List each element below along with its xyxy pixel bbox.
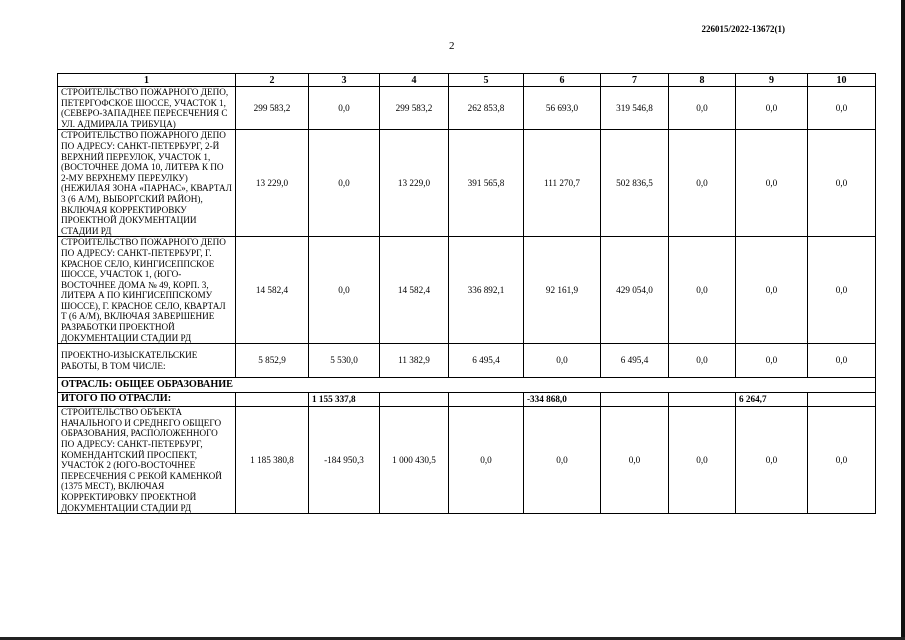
column-header: 3 bbox=[309, 74, 380, 87]
table-cell bbox=[236, 393, 309, 407]
column-header: 4 bbox=[380, 74, 449, 87]
table-cell: 502 836,5 bbox=[601, 130, 669, 237]
document-id: 226015/2022-13672(1) bbox=[701, 24, 785, 34]
table-cell: 299 583,2 bbox=[380, 87, 449, 130]
table-cell: 0,0 bbox=[736, 344, 808, 378]
table-cell: 0,0 bbox=[449, 407, 524, 514]
column-header: 2 bbox=[236, 74, 309, 87]
table-cell: 0,0 bbox=[524, 344, 601, 378]
column-header: 10 bbox=[808, 74, 876, 87]
column-header: 7 bbox=[601, 74, 669, 87]
table-cell: 5 530,0 bbox=[309, 344, 380, 378]
table-cell: 0,0 bbox=[669, 130, 736, 237]
column-header: 8 bbox=[669, 74, 736, 87]
table-cell: -184 950,3 bbox=[309, 407, 380, 514]
table-cell: 0,0 bbox=[736, 130, 808, 237]
row-description: СТРОИТЕЛЬСТВО ПОЖАРНОГО ДЕПО, ПЕТЕРГОФСКОЕ ШОССЕ, УЧАСТОК 1, (СЕВЕРО-ЗАПАДНЕЕ ПЕРЕСЕЧЕНИЯ С УЛ. АДМИРАЛА ТРИБУЦА) bbox=[58, 87, 236, 130]
table-cell bbox=[808, 393, 876, 407]
table-row bbox=[58, 237, 876, 344]
table-cell: 0,0 bbox=[736, 407, 808, 514]
table-cell: 0,0 bbox=[736, 87, 808, 130]
table-cell: 1 155 337,8 bbox=[309, 393, 380, 407]
table-cell: 6 495,4 bbox=[601, 344, 669, 378]
table-cell: 13 229,0 bbox=[380, 130, 449, 237]
row-description: СТРОИТЕЛЬСТВО ПОЖАРНОГО ДЕПО ПО АДРЕСУ: САНКТ-ПЕТЕРБУРГ, 2-Й ВЕРХНИЙ ПЕРЕУЛОК, УЧАСТОК 1, (ВОСТОЧНЕЕ ДОМА 10, ЛИТЕРА К ПО 2-МУ ВЕРХНЕМУ ПЕРЕУЛКУ) (НЕЖИЛАЯ ЗОНА «ПАРНАС», КВАРТАЛ 3 (6 А/М), ВЫБОРГСКИЙ РАЙОН), ВКЛЮЧАЯ КОРРЕКТИРОВКУ ПРОЕКТНОЙ ДОКУМЕНТАЦИИ СТАДИИ РД bbox=[58, 130, 236, 237]
table-cell: 0,0 bbox=[736, 237, 808, 344]
table-cell: 0,0 bbox=[601, 407, 669, 514]
table-cell: 0,0 bbox=[669, 344, 736, 378]
column-header: 5 bbox=[449, 74, 524, 87]
table-cell bbox=[380, 393, 449, 407]
table-cell: 0,0 bbox=[309, 237, 380, 344]
table-cell: 0,0 bbox=[808, 237, 876, 344]
table-cell: -334 868,0 bbox=[524, 393, 601, 407]
table-cell: 429 054,0 bbox=[601, 237, 669, 344]
table-cell: 14 582,4 bbox=[236, 237, 309, 344]
table-row bbox=[58, 344, 876, 378]
table-cell: 336 892,1 bbox=[449, 237, 524, 344]
column-header: 1 bbox=[58, 74, 236, 87]
table-cell: 391 565,8 bbox=[449, 130, 524, 237]
table-cell bbox=[601, 393, 669, 407]
table-cell: 0,0 bbox=[808, 130, 876, 237]
table-cell: 299 583,2 bbox=[236, 87, 309, 130]
budget-table bbox=[57, 73, 876, 514]
table-cell: 13 229,0 bbox=[236, 130, 309, 237]
table-row bbox=[58, 407, 876, 514]
table-cell: 6 495,4 bbox=[449, 344, 524, 378]
table-cell: 92 161,9 bbox=[524, 237, 601, 344]
table-cell: 0,0 bbox=[808, 87, 876, 130]
table-cell: 0,0 bbox=[669, 237, 736, 344]
table-row bbox=[58, 130, 876, 237]
section-label: ОТРАСЛЬ: ОБЩЕЕ ОБРАЗОВАНИЕ bbox=[58, 378, 876, 393]
table-cell: 111 270,7 bbox=[524, 130, 601, 237]
table-cell: 0,0 bbox=[808, 407, 876, 514]
table-cell: 11 382,9 bbox=[380, 344, 449, 378]
table-cell: 0,0 bbox=[309, 87, 380, 130]
table-cell: 0,0 bbox=[669, 407, 736, 514]
page-number: 2 bbox=[449, 40, 455, 52]
table-cell: 14 582,4 bbox=[380, 237, 449, 344]
table-cell: 319 546,8 bbox=[601, 87, 669, 130]
table-cell: 0,0 bbox=[808, 344, 876, 378]
section-row bbox=[58, 378, 876, 393]
column-header: 9 bbox=[736, 74, 808, 87]
table-cell: 1 185 380,8 bbox=[236, 407, 309, 514]
table-cell: 0,0 bbox=[309, 130, 380, 237]
table-cell: 6 264,7 bbox=[736, 393, 808, 407]
table-row bbox=[58, 87, 876, 130]
table-cell bbox=[449, 393, 524, 407]
total-row bbox=[58, 393, 876, 407]
total-label: ИТОГО ПО ОТРАСЛИ: bbox=[58, 393, 236, 407]
table-cell bbox=[669, 393, 736, 407]
row-description: СТРОИТЕЛЬСТВО ОБЪЕКТА НАЧАЛЬНОГО И СРЕДНЕГО ОБЩЕГО ОБРАЗОВАНИЯ, РАСПОЛОЖЕННОГО ПО АДРЕСУ: САНКТ-ПЕТЕРБУРГ, КОМЕНДАНТСКИЙ ПРОСПЕКТ, УЧАСТОК 2 (ЮГО-ВОСТОЧНЕЕ ПЕРЕСЕЧЕНИЯ С РЕКОЙ КАМЕНКОЙ (1375 МЕСТ), ВКЛЮЧАЯ КОРРЕКТИРОВКУ ПРОЕКТНОЙ ДОКУМЕНТАЦИИ СТАДИИ РД bbox=[58, 407, 236, 514]
row-description: ПРОЕКТНО-ИЗЫСКАТЕЛЬСКИЕ РАБОТЫ, В ТОМ ЧИСЛЕ: bbox=[58, 344, 236, 378]
table-cell: 0,0 bbox=[669, 87, 736, 130]
table-cell: 5 852,9 bbox=[236, 344, 309, 378]
row-description: СТРОИТЕЛЬСТВО ПОЖАРНОГО ДЕПО ПО АДРЕСУ: САНКТ-ПЕТЕРБУРГ, Г. КРАСНОЕ СЕЛО, КИНГИСЕППСКОЕ ШОССЕ, УЧАСТОК 1, (ЮГО-ВОСТОЧНЕЕ ДОМА № 49, КОРП. 3, ЛИТЕРА А ПО КИНГИСЕППСКОМУ ШОССЕ), Г. КРАСНОЕ СЕЛО, КВАРТАЛ Т (6 А/М), ВКЛЮЧАЯ ЗАВЕРШЕНИЕ РАЗРАБОТКИ ПРОЕКТНОЙ ДОКУМЕНТАЦИИ СТАДИИ РД bbox=[58, 237, 236, 344]
column-number-row bbox=[58, 74, 876, 87]
scan-edge-right bbox=[901, 0, 905, 640]
table-cell: 0,0 bbox=[524, 407, 601, 514]
column-header: 6 bbox=[524, 74, 601, 87]
table-cell: 56 693,0 bbox=[524, 87, 601, 130]
table-cell: 262 853,8 bbox=[449, 87, 524, 130]
table-cell: 1 000 430,5 bbox=[380, 407, 449, 514]
